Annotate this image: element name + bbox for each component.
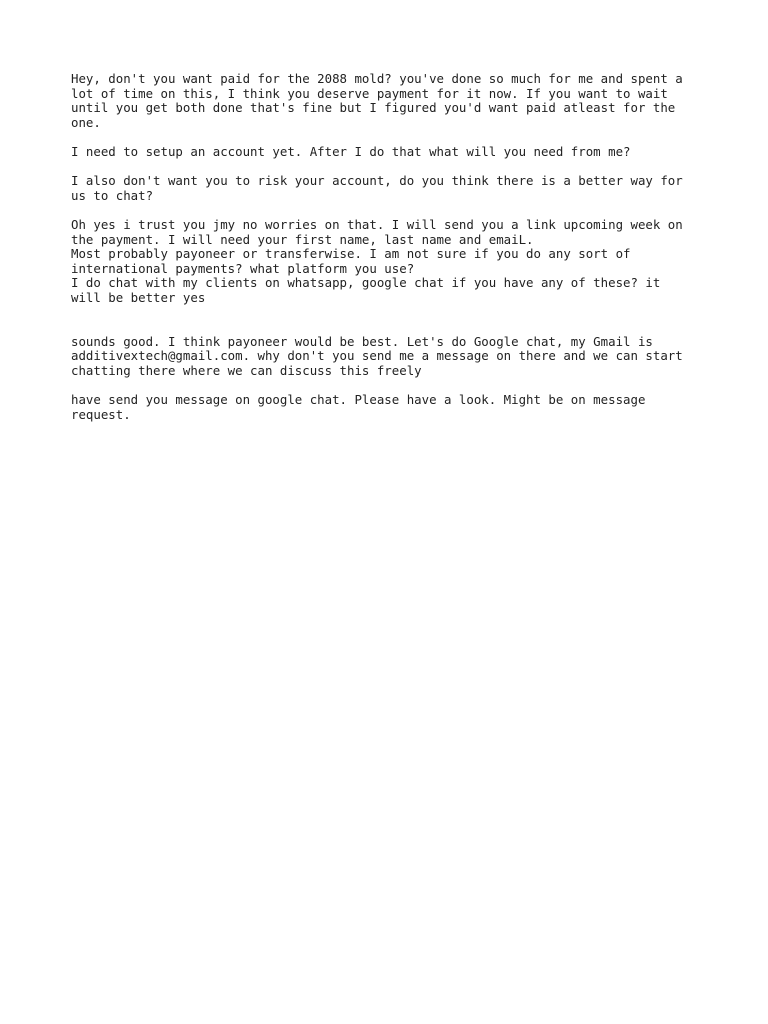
blank-line — [71, 306, 701, 321]
text-line: Oh yes i trust you jmy no worries on that. I will send you a link upcoming week on — [71, 216, 683, 232]
text-line: request. — [71, 406, 131, 422]
text-line: will be better yes — [71, 289, 206, 305]
blank-line — [71, 378, 701, 393]
text-line: additivextech@gmail.com. why don't you send me a message on there and we can start — [71, 348, 683, 364]
blank-line — [71, 160, 701, 175]
text-line: international payments? what platform you use? — [71, 260, 415, 276]
text-line: the payment. I will need your first name, last name and emaiL. — [71, 231, 534, 247]
text-line: Most probably payoneer or transferwise. I am not sure if you do any sort of — [71, 246, 631, 262]
blank-line — [71, 203, 701, 218]
text-line: Hey, don't you want paid for the 2088 mold? you've done so much for me and spent a — [71, 71, 683, 86]
text-line: chatting there where we can discuss this freely — [71, 362, 422, 378]
blank-line — [71, 320, 701, 335]
text-line: sounds good. I think payoneer would be best. Let's do Google chat, my Gmail is — [71, 333, 653, 349]
text-line: one. — [71, 114, 101, 130]
text-line: us to chat? — [71, 187, 154, 203]
text-line: have send you message on google chat. Please have a look. Might be on message — [71, 392, 646, 408]
blank-line — [71, 130, 701, 145]
text-line: I need to setup an account yet. After I do that what will you need from me? — [71, 143, 631, 159]
text-line: until you get both done that's fine but I figured you'd want paid atleast for the — [71, 100, 676, 116]
document-body — [71, 72, 701, 422]
text-line: I also don't want you to risk your account, do you think there is a better way for — [71, 173, 683, 189]
text-line: I do chat with my clients on whatsapp, google chat if you have any of these? it — [71, 275, 661, 291]
text-line: lot of time on this, I think you deserve payment for it now. If you want to wait — [71, 85, 668, 101]
